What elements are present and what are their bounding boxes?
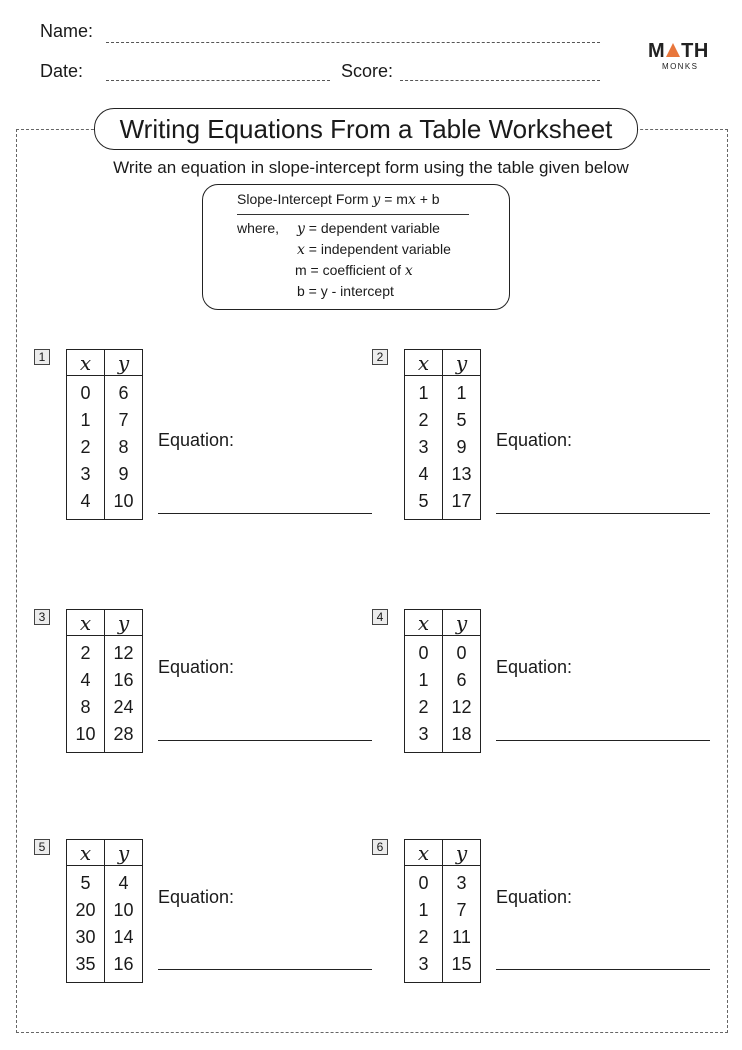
y-value: 12 — [105, 636, 143, 668]
table-row — [405, 461, 481, 488]
definition-y-var: y — [297, 221, 305, 237]
problem-6 — [372, 839, 712, 1019]
x-value: 20 — [67, 897, 105, 924]
y-value: 12 — [443, 694, 481, 721]
y-value: 24 — [105, 694, 143, 721]
formula-heading-text: Slope-Intercept Form — [237, 191, 373, 207]
y-value: 6 — [105, 376, 143, 408]
definition-m-var: x — [404, 263, 413, 279]
y-value: 16 — [105, 667, 143, 694]
table-row — [405, 951, 481, 983]
y-value: 0 — [443, 636, 481, 668]
xy-table — [404, 839, 481, 983]
y-value: 13 — [443, 461, 481, 488]
equation-answer-line[interactable] — [158, 740, 372, 741]
header-y: y — [105, 610, 143, 636]
problem-number: 1 — [34, 349, 50, 365]
name-label: Name: — [40, 21, 94, 41]
table-row — [67, 376, 143, 408]
header-x: x — [67, 610, 105, 636]
worksheet-title: Writing Equations From a Table Worksheet — [94, 108, 638, 150]
y-value: 11 — [443, 924, 481, 951]
y-value: 10 — [105, 488, 143, 520]
score-field[interactable] — [400, 80, 600, 81]
math-monks-logo — [648, 40, 708, 74]
x-value: 1 — [67, 407, 105, 434]
table-row — [67, 951, 143, 983]
y-value: 9 — [443, 434, 481, 461]
y-value: 5 — [443, 407, 481, 434]
problem-number: 3 — [34, 609, 50, 625]
y-value: 4 — [105, 866, 143, 898]
y-value: 15 — [443, 951, 481, 983]
problem-5 — [34, 839, 374, 1019]
y-value: 6 — [443, 667, 481, 694]
equation-label: Equation: — [158, 430, 235, 450]
x-value: 2 — [67, 434, 105, 461]
equation-answer-line[interactable] — [158, 969, 372, 970]
triangle-icon — [666, 43, 680, 57]
problem-number: 6 — [372, 839, 388, 855]
x-value: 1 — [405, 376, 443, 408]
x-value: 4 — [67, 667, 105, 694]
table-row — [67, 461, 143, 488]
table-row — [67, 667, 143, 694]
date-field[interactable] — [106, 80, 330, 81]
formula-eq-y: y — [372, 192, 381, 208]
definition-m-text: m = coefficient of — [295, 262, 405, 278]
x-value: 2 — [405, 924, 443, 951]
table-row — [405, 721, 481, 753]
equation-label: Equation: — [496, 657, 573, 677]
definition-b: b = y - intercept — [297, 283, 394, 299]
x-value: 3 — [405, 721, 443, 753]
formula-eq-end: + b — [415, 191, 440, 207]
x-value: 5 — [405, 488, 443, 520]
instruction-text: Write an equation in slope-intercept form using the table given below — [113, 158, 629, 177]
definition-y — [297, 220, 440, 237]
x-value: 0 — [67, 376, 105, 408]
x-value: 0 — [405, 866, 443, 898]
name-field[interactable] — [106, 42, 600, 43]
table-row — [67, 434, 143, 461]
equation-answer-line[interactable] — [158, 513, 372, 514]
logo-subtitle: MONKS — [662, 62, 699, 71]
problem-2 — [372, 349, 712, 529]
header-x: x — [405, 610, 443, 636]
table-row — [67, 407, 143, 434]
equation-answer-line[interactable] — [496, 513, 710, 514]
xy-table — [404, 609, 481, 753]
table-row — [405, 866, 481, 898]
problem-number: 2 — [372, 349, 388, 365]
header-x: x — [67, 350, 105, 376]
logo-word-right: TH — [681, 40, 709, 62]
table-row — [405, 636, 481, 668]
formula-box — [202, 184, 510, 310]
score-label: Score: — [341, 61, 394, 81]
y-value: 7 — [105, 407, 143, 434]
definition-x-var: x — [297, 242, 305, 258]
table-row — [405, 434, 481, 461]
problem-4 — [372, 609, 712, 789]
xy-table — [404, 349, 481, 520]
header-y: y — [443, 840, 481, 866]
formula-heading — [237, 191, 440, 208]
y-value: 8 — [105, 434, 143, 461]
definition-x-text: = independent variable — [304, 241, 451, 257]
header-y: y — [443, 610, 481, 636]
y-value: 9 — [105, 461, 143, 488]
x-value: 4 — [67, 488, 105, 520]
table-row — [67, 721, 143, 753]
header-y: y — [443, 350, 481, 376]
table-row — [405, 897, 481, 924]
date-label: Date: — [40, 61, 84, 81]
x-value: 3 — [67, 461, 105, 488]
header-x: x — [405, 350, 443, 376]
formula-where: where, — [237, 220, 280, 236]
y-value: 28 — [105, 721, 143, 753]
x-value: 3 — [405, 434, 443, 461]
logo-word-left: M — [648, 40, 666, 62]
y-value: 14 — [105, 924, 143, 951]
y-value: 7 — [443, 897, 481, 924]
x-value: 10 — [67, 721, 105, 753]
formula-eq-x: x — [407, 192, 416, 208]
y-value: 18 — [443, 721, 481, 753]
equation-label: Equation: — [496, 430, 573, 450]
header-x: x — [405, 840, 443, 866]
x-value: 5 — [67, 866, 105, 898]
table-row — [67, 924, 143, 951]
xy-table — [66, 839, 143, 983]
y-value: 17 — [443, 488, 481, 520]
x-value: 35 — [67, 951, 105, 983]
table-row — [405, 924, 481, 951]
table-row — [67, 636, 143, 668]
table-row — [405, 407, 481, 434]
definition-y-text: = dependent variable — [304, 220, 440, 236]
header-y: y — [105, 840, 143, 866]
table-row — [67, 866, 143, 898]
formula-eq-mid: = m — [380, 191, 408, 207]
equation-label: Equation: — [496, 887, 573, 907]
y-value: 16 — [105, 951, 143, 983]
y-value: 1 — [443, 376, 481, 408]
formula-divider — [237, 214, 469, 215]
y-value: 3 — [443, 866, 481, 898]
x-value: 1 — [405, 897, 443, 924]
definition-x — [297, 241, 451, 258]
header-y: y — [105, 350, 143, 376]
equation-answer-line[interactable] — [496, 969, 710, 970]
table-row — [405, 667, 481, 694]
problem-3 — [34, 609, 374, 789]
x-value: 2 — [405, 694, 443, 721]
x-value: 8 — [67, 694, 105, 721]
problem-number: 5 — [34, 839, 50, 855]
logo-word — [648, 40, 709, 62]
x-value: 4 — [405, 461, 443, 488]
definition-m — [295, 262, 413, 279]
x-value: 30 — [67, 924, 105, 951]
equation-answer-line[interactable] — [496, 740, 710, 741]
y-value: 10 — [105, 897, 143, 924]
xy-table — [66, 349, 143, 520]
x-value: 1 — [405, 667, 443, 694]
problem-1 — [34, 349, 374, 529]
x-value: 0 — [405, 636, 443, 668]
table-row — [67, 897, 143, 924]
x-value: 2 — [67, 636, 105, 668]
equation-label: Equation: — [158, 887, 235, 907]
x-value: 2 — [405, 407, 443, 434]
table-row — [405, 694, 481, 721]
table-row — [67, 694, 143, 721]
x-value: 3 — [405, 951, 443, 983]
problem-number: 4 — [372, 609, 388, 625]
table-row — [405, 488, 481, 520]
table-row — [405, 376, 481, 408]
table-row — [67, 488, 143, 520]
equation-label: Equation: — [158, 657, 235, 677]
header-x: x — [67, 840, 105, 866]
xy-table — [66, 609, 143, 753]
